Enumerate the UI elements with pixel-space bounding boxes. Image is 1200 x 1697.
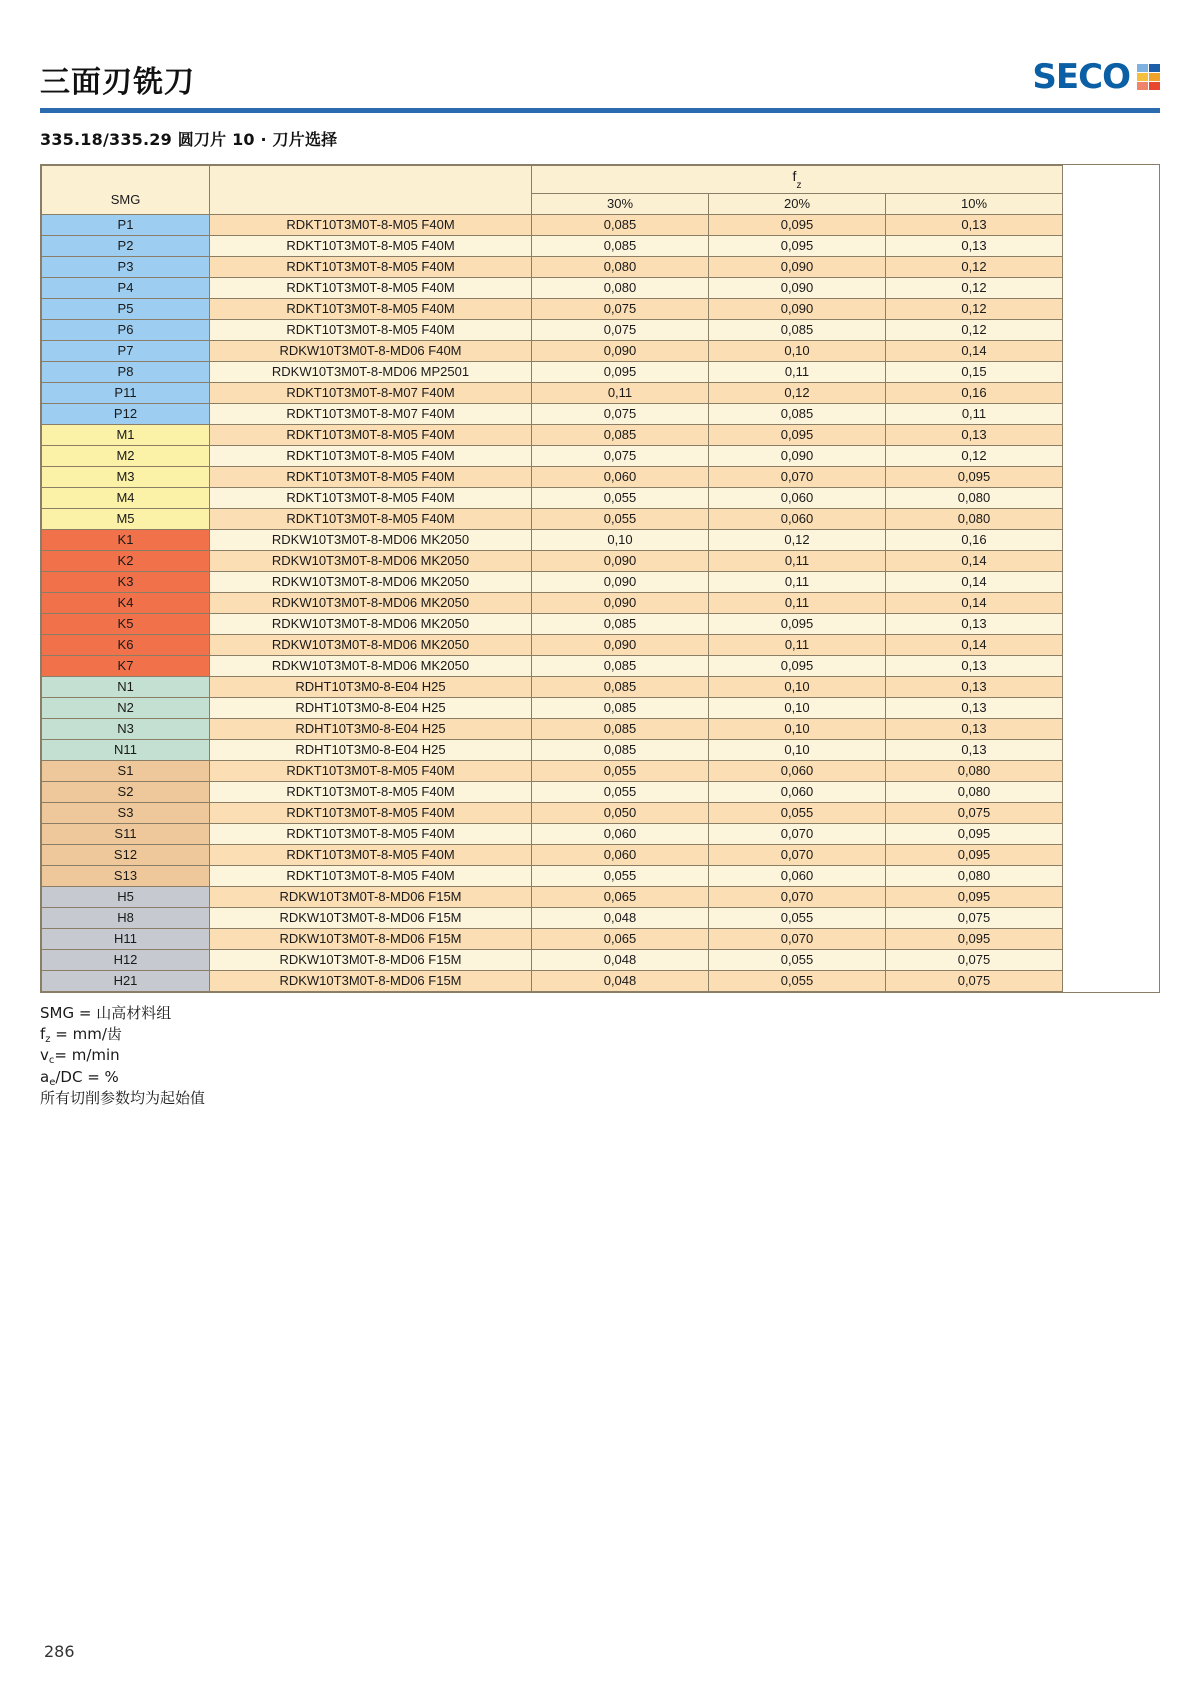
cell-fz-30: 0,060 bbox=[532, 466, 709, 487]
cell-fz-30: 0,075 bbox=[532, 298, 709, 319]
cell-smg: K6 bbox=[42, 634, 210, 655]
cell-fz-10: 0,095 bbox=[886, 928, 1063, 949]
cell-fz-10: 0,12 bbox=[886, 277, 1063, 298]
cell-fz-10: 0,13 bbox=[886, 697, 1063, 718]
cell-fz-10: 0,16 bbox=[886, 382, 1063, 403]
section-title: 335.18/335.29 圆刀片 10 · 刀片选择 bbox=[40, 130, 338, 149]
cell-designation: RDKT10T3M0T-8-M07 F40M bbox=[210, 382, 532, 403]
cell-fz-30: 0,10 bbox=[532, 529, 709, 550]
logo-swatch bbox=[1137, 73, 1148, 81]
table-row bbox=[42, 823, 1063, 844]
cell-fz-20: 0,11 bbox=[709, 571, 886, 592]
cell-fz-30: 0,085 bbox=[532, 613, 709, 634]
cell-fz-10: 0,095 bbox=[886, 886, 1063, 907]
table-row bbox=[42, 802, 1063, 823]
table-row bbox=[42, 466, 1063, 487]
cell-fz-30: 0,075 bbox=[532, 445, 709, 466]
cell-fz-30: 0,075 bbox=[532, 403, 709, 424]
cell-smg: P8 bbox=[42, 361, 210, 382]
cell-smg: S13 bbox=[42, 865, 210, 886]
header-divider bbox=[40, 108, 1160, 113]
table-row bbox=[42, 928, 1063, 949]
table-row bbox=[42, 613, 1063, 634]
cell-fz-30: 0,050 bbox=[532, 802, 709, 823]
table-row bbox=[42, 760, 1063, 781]
table-row bbox=[42, 949, 1063, 970]
cell-designation: RDHT10T3M0-8-E04 H25 bbox=[210, 718, 532, 739]
cell-smg: K4 bbox=[42, 592, 210, 613]
cell-smg: H12 bbox=[42, 949, 210, 970]
insert-selection-table bbox=[41, 165, 1063, 992]
cell-fz-20: 0,090 bbox=[709, 256, 886, 277]
seco-logo-swatches bbox=[1137, 64, 1160, 90]
cell-fz-30: 0,055 bbox=[532, 487, 709, 508]
cell-fz-30: 0,090 bbox=[532, 571, 709, 592]
table-body bbox=[42, 214, 1063, 991]
cell-fz-20: 0,070 bbox=[709, 886, 886, 907]
cell-fz-10: 0,13 bbox=[886, 739, 1063, 760]
cell-fz-30: 0,090 bbox=[532, 340, 709, 361]
table-row bbox=[42, 844, 1063, 865]
cell-smg: H11 bbox=[42, 928, 210, 949]
cell-fz-20: 0,095 bbox=[709, 424, 886, 445]
footnote-line: 所有切削参数均为起始值 bbox=[40, 1088, 206, 1107]
cell-fz-30: 0,060 bbox=[532, 823, 709, 844]
table-row bbox=[42, 718, 1063, 739]
cell-designation: RDKT10T3M0T-8-M05 F40M bbox=[210, 781, 532, 802]
column-header-designation bbox=[210, 166, 532, 215]
footnote-line: $f_z = mm/$齿 bbox=[40, 1025, 122, 1046]
cell-fz-20: 0,11 bbox=[709, 592, 886, 613]
cell-fz-30: 0,048 bbox=[532, 949, 709, 970]
cell-smg: P7 bbox=[42, 340, 210, 361]
cell-designation: RDKT10T3M0T-8-M05 F40M bbox=[210, 277, 532, 298]
cell-fz-20: 0,070 bbox=[709, 928, 886, 949]
cell-fz-30: 0,095 bbox=[532, 361, 709, 382]
table-row bbox=[42, 361, 1063, 382]
cell-fz-30: 0,085 bbox=[532, 718, 709, 739]
cell-fz-10: 0,14 bbox=[886, 550, 1063, 571]
cell-designation: RDKT10T3M0T-8-M05 F40M bbox=[210, 802, 532, 823]
cell-fz-20: 0,090 bbox=[709, 445, 886, 466]
seco-logo-text: SECO bbox=[1032, 57, 1130, 97]
cell-designation: RDKW10T3M0T-8-MD06 F15M bbox=[210, 949, 532, 970]
cell-fz-30: 0,090 bbox=[532, 592, 709, 613]
cell-fz-20: 0,12 bbox=[709, 382, 886, 403]
cell-smg: P1 bbox=[42, 214, 210, 235]
cell-designation: RDKT10T3M0T-8-M05 F40M bbox=[210, 235, 532, 256]
cell-fz-10: 0,16 bbox=[886, 529, 1063, 550]
cell-designation: RDKT10T3M0T-8-M05 F40M bbox=[210, 823, 532, 844]
cell-fz-30: 0,065 bbox=[532, 886, 709, 907]
table-row bbox=[42, 571, 1063, 592]
cell-smg: K2 bbox=[42, 550, 210, 571]
cell-fz-10: 0,080 bbox=[886, 487, 1063, 508]
cell-fz-10: 0,13 bbox=[886, 613, 1063, 634]
logo-swatch bbox=[1149, 82, 1160, 90]
cell-smg: K3 bbox=[42, 571, 210, 592]
cell-fz-20: 0,090 bbox=[709, 277, 886, 298]
cell-fz-10: 0,13 bbox=[886, 655, 1063, 676]
table-row bbox=[42, 319, 1063, 340]
cell-fz-20: 0,060 bbox=[709, 487, 886, 508]
page-number: 286 bbox=[44, 1642, 75, 1661]
cell-fz-10: 0,095 bbox=[886, 466, 1063, 487]
cell-fz-10: 0,075 bbox=[886, 907, 1063, 928]
fz-label-base: f bbox=[792, 168, 797, 184]
cell-fz-20: 0,10 bbox=[709, 697, 886, 718]
cell-smg: S1 bbox=[42, 760, 210, 781]
table-head bbox=[42, 166, 1063, 215]
cell-designation: RDKT10T3M0T-8-M05 F40M bbox=[210, 487, 532, 508]
cell-designation: RDHT10T3M0-8-E04 H25 bbox=[210, 739, 532, 760]
cell-fz-10: 0,075 bbox=[886, 802, 1063, 823]
cell-fz-20: 0,090 bbox=[709, 298, 886, 319]
cell-designation: RDKW10T3M0T-8-MD06 F15M bbox=[210, 928, 532, 949]
cell-smg: H5 bbox=[42, 886, 210, 907]
cell-fz-30: 0,085 bbox=[532, 697, 709, 718]
cell-fz-20: 0,095 bbox=[709, 214, 886, 235]
column-header-30pct: 30% bbox=[532, 193, 709, 214]
cell-designation: RDKT10T3M0T-8-M05 F40M bbox=[210, 256, 532, 277]
cell-designation: RDKW10T3M0T-8-MD06 MK2050 bbox=[210, 613, 532, 634]
cell-fz-10: 0,080 bbox=[886, 865, 1063, 886]
cell-fz-20: 0,060 bbox=[709, 508, 886, 529]
cell-fz-10: 0,13 bbox=[886, 718, 1063, 739]
cell-fz-20: 0,085 bbox=[709, 403, 886, 424]
table-row bbox=[42, 529, 1063, 550]
cell-smg: P5 bbox=[42, 298, 210, 319]
cell-fz-20: 0,10 bbox=[709, 718, 886, 739]
cell-designation: RDKW10T3M0T-8-MD06 F40M bbox=[210, 340, 532, 361]
table-row bbox=[42, 697, 1063, 718]
footnote-line: $a_e/DC$ = % bbox=[40, 1067, 119, 1088]
cell-fz-30: 0,090 bbox=[532, 634, 709, 655]
cell-smg: M5 bbox=[42, 508, 210, 529]
cell-fz-10: 0,12 bbox=[886, 445, 1063, 466]
cell-designation: RDKT10T3M0T-8-M05 F40M bbox=[210, 445, 532, 466]
cell-fz-20: 0,060 bbox=[709, 760, 886, 781]
cell-fz-30: 0,055 bbox=[532, 508, 709, 529]
cell-fz-30: 0,055 bbox=[532, 781, 709, 802]
cell-designation: RDKW10T3M0T-8-MD06 F15M bbox=[210, 970, 532, 991]
cell-fz-20: 0,055 bbox=[709, 907, 886, 928]
cell-designation: RDKW10T3M0T-8-MD06 MK2050 bbox=[210, 634, 532, 655]
cell-fz-30: 0,085 bbox=[532, 235, 709, 256]
logo-swatch bbox=[1137, 64, 1148, 72]
cell-smg: H21 bbox=[42, 970, 210, 991]
cell-fz-20: 0,10 bbox=[709, 739, 886, 760]
cell-smg: K5 bbox=[42, 613, 210, 634]
cell-designation: RDKW10T3M0T-8-MD06 F15M bbox=[210, 907, 532, 928]
cell-fz-30: 0,065 bbox=[532, 928, 709, 949]
footnote-line: $v_c= m/\min$ bbox=[40, 1046, 120, 1067]
table-row bbox=[42, 424, 1063, 445]
cell-fz-30: 0,085 bbox=[532, 214, 709, 235]
cell-fz-10: 0,14 bbox=[886, 571, 1063, 592]
cell-designation: RDKT10T3M0T-8-M05 F40M bbox=[210, 298, 532, 319]
cell-designation: RDKT10T3M0T-8-M05 F40M bbox=[210, 508, 532, 529]
cell-fz-20: 0,070 bbox=[709, 844, 886, 865]
footnote-legend bbox=[40, 1003, 1160, 1109]
cell-designation: RDHT10T3M0-8-E04 H25 bbox=[210, 697, 532, 718]
cell-fz-20: 0,11 bbox=[709, 361, 886, 382]
cell-designation: RDKW10T3M0T-8-MD06 F15M bbox=[210, 886, 532, 907]
cell-designation: RDKW10T3M0T-8-MD06 MK2050 bbox=[210, 529, 532, 550]
cell-smg: P4 bbox=[42, 277, 210, 298]
cell-fz-10: 0,080 bbox=[886, 508, 1063, 529]
table-row bbox=[42, 382, 1063, 403]
column-header-20pct: 20% bbox=[709, 193, 886, 214]
cell-designation: RDKW10T3M0T-8-MD06 MK2050 bbox=[210, 550, 532, 571]
cell-fz-20: 0,10 bbox=[709, 340, 886, 361]
table-row bbox=[42, 781, 1063, 802]
cell-fz-20: 0,055 bbox=[709, 802, 886, 823]
cell-fz-20: 0,055 bbox=[709, 970, 886, 991]
cell-fz-10: 0,075 bbox=[886, 970, 1063, 991]
cell-designation: RDKT10T3M0T-8-M05 F40M bbox=[210, 319, 532, 340]
cell-smg: P3 bbox=[42, 256, 210, 277]
cell-fz-30: 0,060 bbox=[532, 844, 709, 865]
table-row bbox=[42, 970, 1063, 991]
table-row bbox=[42, 592, 1063, 613]
cell-designation: RDKT10T3M0T-8-M05 F40M bbox=[210, 214, 532, 235]
table-head-row-1 bbox=[42, 166, 1063, 194]
cell-smg: S3 bbox=[42, 802, 210, 823]
cell-fz-20: 0,11 bbox=[709, 634, 886, 655]
fz-label-sub: z bbox=[796, 179, 802, 191]
column-header-fz bbox=[532, 166, 1063, 194]
cell-fz-30: 0,080 bbox=[532, 277, 709, 298]
cell-fz-30: 0,090 bbox=[532, 550, 709, 571]
table-row bbox=[42, 865, 1063, 886]
table-row bbox=[42, 340, 1063, 361]
footnote-line: SMG = 山高材料组 bbox=[40, 1003, 172, 1022]
page-header bbox=[40, 0, 1160, 98]
cell-smg: K7 bbox=[42, 655, 210, 676]
cell-fz-10: 0,12 bbox=[886, 298, 1063, 319]
cell-fz-10: 0,12 bbox=[886, 319, 1063, 340]
cell-fz-20: 0,12 bbox=[709, 529, 886, 550]
cell-fz-20: 0,095 bbox=[709, 655, 886, 676]
cell-smg: M3 bbox=[42, 466, 210, 487]
cell-smg: P6 bbox=[42, 319, 210, 340]
cell-smg: P11 bbox=[42, 382, 210, 403]
cell-fz-10: 0,13 bbox=[886, 235, 1063, 256]
cell-designation: RDKT10T3M0T-8-M07 F40M bbox=[210, 403, 532, 424]
cell-fz-10: 0,13 bbox=[886, 424, 1063, 445]
cell-fz-20: 0,070 bbox=[709, 466, 886, 487]
table-row bbox=[42, 886, 1063, 907]
cell-fz-20: 0,095 bbox=[709, 613, 886, 634]
cell-fz-20: 0,095 bbox=[709, 235, 886, 256]
cell-designation: RDKT10T3M0T-8-M05 F40M bbox=[210, 844, 532, 865]
cell-fz-20: 0,060 bbox=[709, 865, 886, 886]
cell-smg: N3 bbox=[42, 718, 210, 739]
cell-designation: RDKW10T3M0T-8-MD06 MP2501 bbox=[210, 361, 532, 382]
table-row bbox=[42, 298, 1063, 319]
cell-fz-30: 0,055 bbox=[532, 865, 709, 886]
cell-designation: RDKW10T3M0T-8-MD06 MK2050 bbox=[210, 571, 532, 592]
cell-smg: P12 bbox=[42, 403, 210, 424]
table-row bbox=[42, 277, 1063, 298]
table-row bbox=[42, 907, 1063, 928]
cell-smg: M2 bbox=[42, 445, 210, 466]
cell-fz-20: 0,085 bbox=[709, 319, 886, 340]
cell-fz-10: 0,14 bbox=[886, 634, 1063, 655]
cell-fz-30: 0,085 bbox=[532, 676, 709, 697]
table-row bbox=[42, 508, 1063, 529]
cell-smg: M1 bbox=[42, 424, 210, 445]
cell-fz-10: 0,080 bbox=[886, 760, 1063, 781]
cell-fz-10: 0,13 bbox=[886, 676, 1063, 697]
logo-swatch bbox=[1137, 82, 1148, 90]
cell-smg: S12 bbox=[42, 844, 210, 865]
insert-selection-table-wrap bbox=[40, 164, 1160, 993]
cell-fz-20: 0,10 bbox=[709, 676, 886, 697]
cell-fz-10: 0,095 bbox=[886, 823, 1063, 844]
cell-fz-30: 0,11 bbox=[532, 382, 709, 403]
cell-fz-10: 0,095 bbox=[886, 844, 1063, 865]
cell-fz-30: 0,048 bbox=[532, 970, 709, 991]
cell-fz-10: 0,14 bbox=[886, 592, 1063, 613]
table-row bbox=[42, 634, 1063, 655]
table-row bbox=[42, 676, 1063, 697]
cell-fz-20: 0,055 bbox=[709, 949, 886, 970]
table-row bbox=[42, 214, 1063, 235]
cell-fz-10: 0,11 bbox=[886, 403, 1063, 424]
table-row bbox=[42, 487, 1063, 508]
cell-smg: S2 bbox=[42, 781, 210, 802]
cell-fz-20: 0,070 bbox=[709, 823, 886, 844]
cell-fz-10: 0,075 bbox=[886, 949, 1063, 970]
cell-designation: RDKT10T3M0T-8-M05 F40M bbox=[210, 466, 532, 487]
cell-smg: M4 bbox=[42, 487, 210, 508]
logo-swatch bbox=[1149, 64, 1160, 72]
cell-designation: RDHT10T3M0-8-E04 H25 bbox=[210, 676, 532, 697]
cell-fz-30: 0,085 bbox=[532, 424, 709, 445]
cell-fz-30: 0,085 bbox=[532, 655, 709, 676]
cell-smg: H8 bbox=[42, 907, 210, 928]
cell-designation: RDKW10T3M0T-8-MD06 MK2050 bbox=[210, 592, 532, 613]
cell-smg: S11 bbox=[42, 823, 210, 844]
logo-swatch bbox=[1149, 73, 1160, 81]
column-header-smg: SMG bbox=[42, 166, 210, 215]
table-row bbox=[42, 235, 1063, 256]
cell-fz-20: 0,11 bbox=[709, 550, 886, 571]
page-title: 三面刃铣刀 bbox=[40, 65, 195, 100]
cell-designation: RDKT10T3M0T-8-M05 F40M bbox=[210, 424, 532, 445]
cell-fz-30: 0,085 bbox=[532, 739, 709, 760]
cell-fz-20: 0,060 bbox=[709, 781, 886, 802]
table-row bbox=[42, 256, 1063, 277]
cell-fz-10: 0,15 bbox=[886, 361, 1063, 382]
cell-designation: RDKW10T3M0T-8-MD06 MK2050 bbox=[210, 655, 532, 676]
table-row bbox=[42, 445, 1063, 466]
cell-designation: RDKT10T3M0T-8-M05 F40M bbox=[210, 865, 532, 886]
cell-smg: K1 bbox=[42, 529, 210, 550]
cell-designation: RDKT10T3M0T-8-M05 F40M bbox=[210, 760, 532, 781]
cell-fz-30: 0,055 bbox=[532, 760, 709, 781]
cell-smg: P2 bbox=[42, 235, 210, 256]
cell-fz-30: 0,048 bbox=[532, 907, 709, 928]
cell-fz-10: 0,12 bbox=[886, 256, 1063, 277]
cell-smg: N1 bbox=[42, 676, 210, 697]
column-header-10pct: 10% bbox=[886, 193, 1063, 214]
cell-fz-30: 0,075 bbox=[532, 319, 709, 340]
seco-logo bbox=[1032, 57, 1160, 98]
cell-smg: N11 bbox=[42, 739, 210, 760]
cell-smg: N2 bbox=[42, 697, 210, 718]
table-row bbox=[42, 550, 1063, 571]
cell-fz-10: 0,080 bbox=[886, 781, 1063, 802]
table-row bbox=[42, 655, 1063, 676]
cell-fz-10: 0,14 bbox=[886, 340, 1063, 361]
table-row bbox=[42, 403, 1063, 424]
cell-fz-10: 0,13 bbox=[886, 214, 1063, 235]
table-row bbox=[42, 739, 1063, 760]
cell-fz-30: 0,080 bbox=[532, 256, 709, 277]
